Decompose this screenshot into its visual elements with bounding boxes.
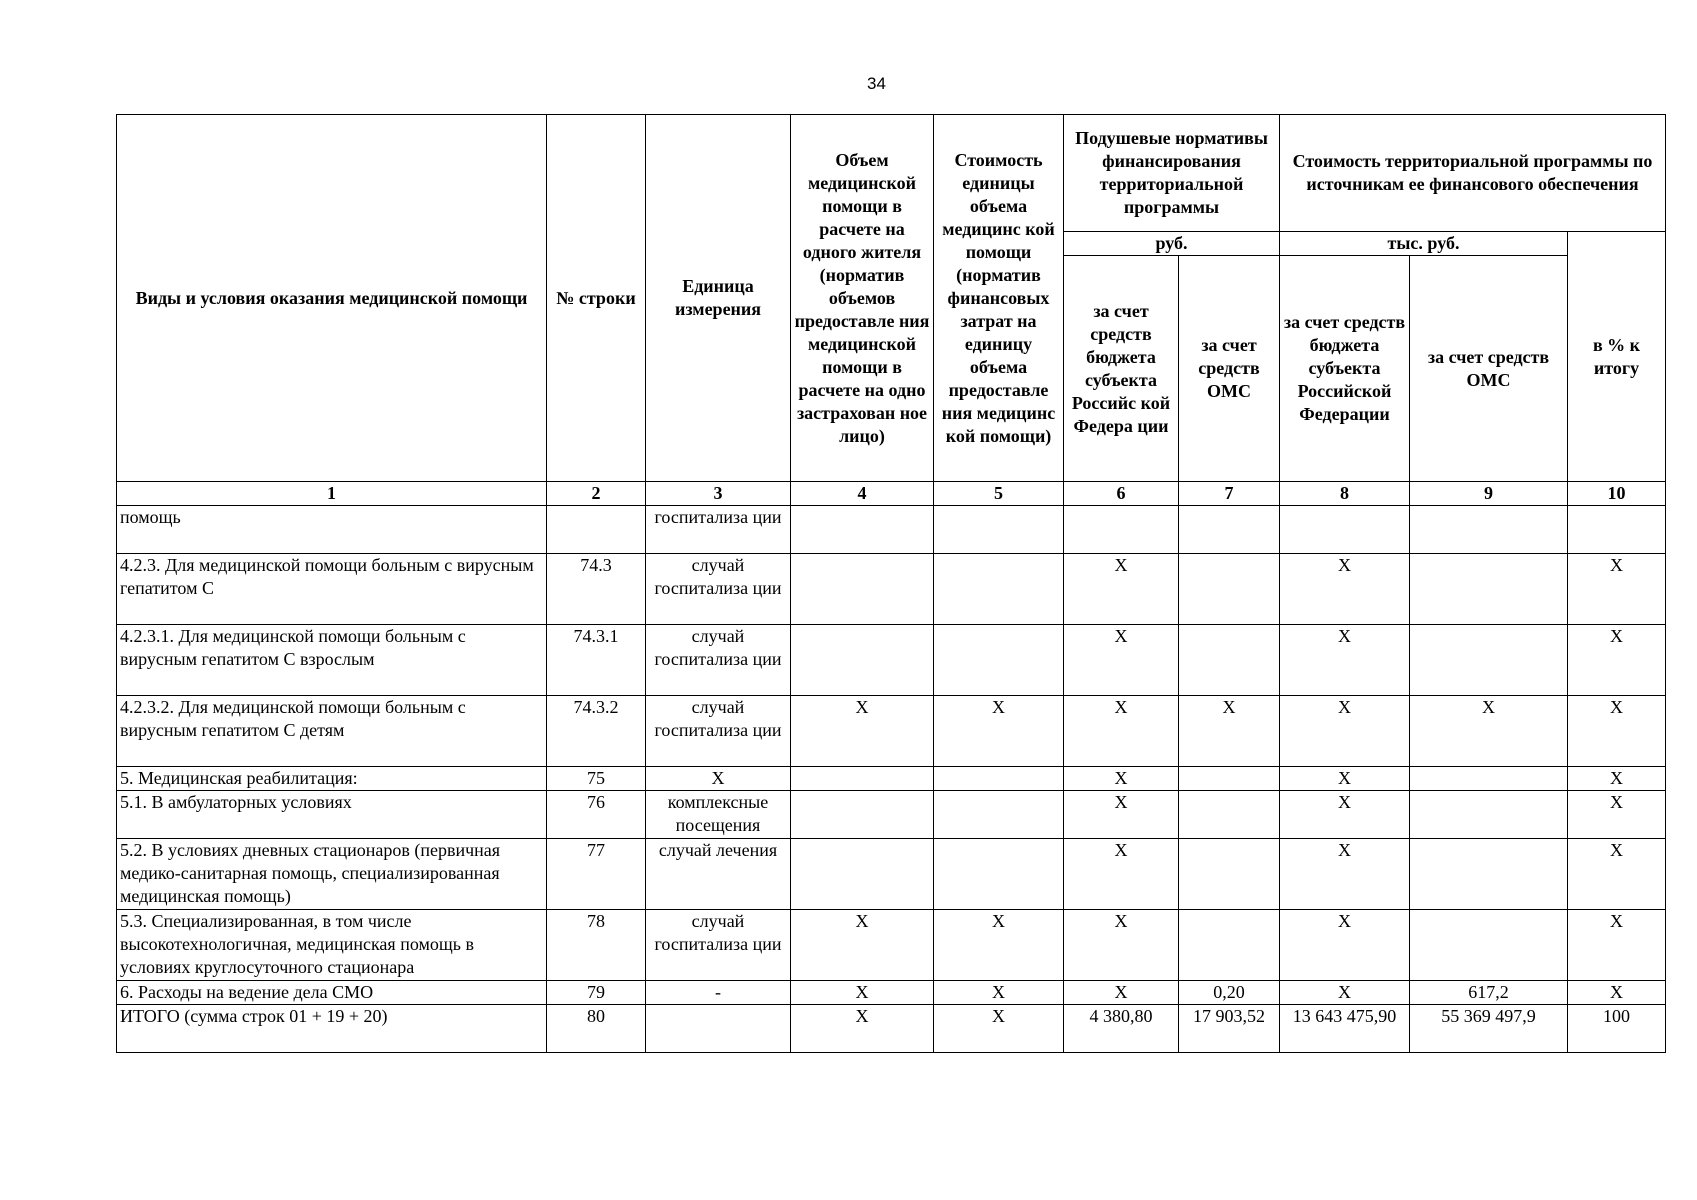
row-cost-budget: 13 643 475,90: [1280, 1005, 1410, 1053]
row-per-capita-oms: [1179, 910, 1280, 981]
table-row: [117, 625, 1666, 696]
row-line: 80: [547, 1005, 646, 1053]
row-line: 74.3: [547, 554, 646, 625]
row-cost-budget: X: [1280, 696, 1410, 767]
row-per-capita-oms: [1179, 791, 1280, 839]
table-row: [117, 981, 1666, 1005]
row-percent: X: [1568, 554, 1666, 625]
row-unit: случай госпитализа ции: [646, 554, 791, 625]
row-per-capita-budget: X: [1064, 910, 1179, 981]
header-volume: Объем медицинской помощи в расчете на одного жителя (норматив объемов предоставле ния медицинской помощи в расчете на одно застрахован ное лицо): [791, 115, 934, 482]
row-cost-budget: X: [1280, 554, 1410, 625]
row-unit-cost: [934, 506, 1064, 554]
row-volume: X: [791, 1005, 934, 1053]
row-volume: [791, 554, 934, 625]
row-volume: X: [791, 981, 934, 1005]
column-number: 10: [1568, 482, 1666, 506]
row-per-capita-budget: [1064, 506, 1179, 554]
row-name: 5.3. Специализированная, в том числе высокотехнологичная, медицинская помощь в условиях круглосуточного стационара: [117, 910, 547, 981]
header-per-capita-oms: за счет средств ОМС: [1179, 256, 1280, 482]
row-per-capita-budget: X: [1064, 625, 1179, 696]
row-unit: госпитализа ции: [646, 506, 791, 554]
row-percent: 100: [1568, 1005, 1666, 1053]
column-number: 7: [1179, 482, 1280, 506]
row-name: помощь: [117, 506, 547, 554]
header-line-number: № строки: [547, 115, 646, 482]
row-per-capita-oms: [1179, 506, 1280, 554]
row-unit-cost: X: [934, 981, 1064, 1005]
table-row: [117, 554, 1666, 625]
row-cost-budget: X: [1280, 791, 1410, 839]
column-number-row: [117, 482, 1666, 506]
table-header: [117, 115, 1666, 506]
row-volume: X: [791, 696, 934, 767]
row-cost-budget: X: [1280, 839, 1410, 910]
row-cost-budget: X: [1280, 767, 1410, 791]
row-unit-cost: X: [934, 696, 1064, 767]
row-percent: X: [1568, 910, 1666, 981]
column-number: 4: [791, 482, 934, 506]
row-per-capita-oms: X: [1179, 696, 1280, 767]
table-row-total: [117, 1005, 1666, 1053]
header-types-conditions: Виды и условия оказания медицинской помощи: [117, 115, 547, 482]
row-per-capita-budget: X: [1064, 554, 1179, 625]
header-per-capita-group: Подушевые нормативы финансирования территориальной программы: [1064, 115, 1280, 232]
row-cost-oms: [1410, 625, 1568, 696]
header-cost-budget: за счет средств бюджета субъекта Российской Федерации: [1280, 256, 1410, 482]
header-cost-oms: за счет средств ОМС: [1410, 256, 1568, 482]
row-percent: X: [1568, 791, 1666, 839]
row-cost-oms: [1410, 767, 1568, 791]
table-row: [117, 767, 1666, 791]
row-unit: случай лечения: [646, 839, 791, 910]
row-percent: X: [1568, 625, 1666, 696]
row-unit: случай госпитализа ции: [646, 910, 791, 981]
column-number: 8: [1280, 482, 1410, 506]
row-cost-oms: 617,2: [1410, 981, 1568, 1005]
table-row: [117, 839, 1666, 910]
column-number: 5: [934, 482, 1064, 506]
row-percent: [1568, 506, 1666, 554]
row-unit-cost: X: [934, 910, 1064, 981]
row-name: 5. Медицинская реабилитация:: [117, 767, 547, 791]
row-per-capita-budget: X: [1064, 981, 1179, 1005]
row-cost-oms: [1410, 839, 1568, 910]
row-line: [547, 506, 646, 554]
row-cost-budget: X: [1280, 910, 1410, 981]
row-unit: случай госпитализа ции: [646, 625, 791, 696]
row-line: 77: [547, 839, 646, 910]
column-number: 9: [1410, 482, 1568, 506]
table-row: [117, 696, 1666, 767]
row-percent: X: [1568, 839, 1666, 910]
column-number: 1: [117, 482, 547, 506]
row-unit: комплексные посещения: [646, 791, 791, 839]
row-volume: [791, 791, 934, 839]
row-unit-cost: [934, 554, 1064, 625]
row-per-capita-oms: [1179, 839, 1280, 910]
row-percent: X: [1568, 981, 1666, 1005]
table-body: [117, 506, 1666, 1053]
row-unit-cost: [934, 767, 1064, 791]
row-unit-cost: X: [934, 1005, 1064, 1053]
row-name: 4.2.3.2. Для медицинской помощи больным с вирусным гепатитом С детям: [117, 696, 547, 767]
row-name: 5.1. В амбулаторных условиях: [117, 791, 547, 839]
header-unit-rub: руб.: [1064, 232, 1280, 256]
row-volume: [791, 625, 934, 696]
header-unit-cost: Стоимость единицы объема медицинс кой помощи (норматив финансовых затрат на единицу объема предоставле ния медицинс кой помощи): [934, 115, 1064, 482]
row-name: 4.2.3.1. Для медицинской помощи больным с вирусным гепатитом С взрослым: [117, 625, 547, 696]
header-unit-thousand-rub: тыс. руб.: [1280, 232, 1568, 256]
row-line: 74.3.2: [547, 696, 646, 767]
row-unit: случай госпитализа ции: [646, 696, 791, 767]
page-number: 34: [867, 74, 886, 93]
header-program-cost-group: Стоимость территориальной программы по источникам ее финансового обеспечения: [1280, 115, 1666, 232]
territorial-program-table: [116, 114, 1666, 1053]
row-unit-cost: [934, 625, 1064, 696]
header-unit: Единица измерения: [646, 115, 791, 482]
row-line: 79: [547, 981, 646, 1005]
row-line: 74.3.1: [547, 625, 646, 696]
row-per-capita-budget: X: [1064, 839, 1179, 910]
row-name: 6. Расходы на ведение дела СМО: [117, 981, 547, 1005]
row-per-capita-budget: X: [1064, 696, 1179, 767]
column-number: 3: [646, 482, 791, 506]
row-line: 78: [547, 910, 646, 981]
row-cost-oms: [1410, 506, 1568, 554]
row-per-capita-oms: [1179, 554, 1280, 625]
row-percent: X: [1568, 767, 1666, 791]
row-cost-budget: X: [1280, 625, 1410, 696]
row-volume: [791, 839, 934, 910]
row-line: 75: [547, 767, 646, 791]
column-number: 6: [1064, 482, 1179, 506]
header-percent-of-total: в % к итогу: [1568, 232, 1666, 482]
row-percent: X: [1568, 696, 1666, 767]
row-unit-cost: [934, 839, 1064, 910]
row-cost-budget: X: [1280, 981, 1410, 1005]
row-name: ИТОГО (сумма строк 01 + 19 + 20): [117, 1005, 547, 1053]
row-per-capita-budget: 4 380,80: [1064, 1005, 1179, 1053]
row-cost-oms: [1410, 791, 1568, 839]
row-cost-oms: 55 369 497,9: [1410, 1005, 1568, 1053]
row-cost-budget: [1280, 506, 1410, 554]
row-volume: X: [791, 910, 934, 981]
row-per-capita-budget: X: [1064, 767, 1179, 791]
row-cost-oms: X: [1410, 696, 1568, 767]
row-unit-cost: [934, 791, 1064, 839]
row-unit: X: [646, 767, 791, 791]
row-per-capita-oms: [1179, 767, 1280, 791]
row-per-capita-budget: X: [1064, 791, 1179, 839]
row-per-capita-oms: [1179, 625, 1280, 696]
column-number: 2: [547, 482, 646, 506]
table-row: [117, 910, 1666, 981]
row-line: 76: [547, 791, 646, 839]
row-name: 4.2.3. Для медицинской помощи больным с вирусным гепатитом С: [117, 554, 547, 625]
row-unit: -: [646, 981, 791, 1005]
table-row: [117, 791, 1666, 839]
row-cost-oms: [1410, 554, 1568, 625]
row-volume: [791, 767, 934, 791]
row-volume: [791, 506, 934, 554]
row-unit: [646, 1005, 791, 1053]
row-per-capita-oms: 17 903,52: [1179, 1005, 1280, 1053]
header-per-capita-budget: за счет средств бюджета субъекта Российс кой Федера ции: [1064, 256, 1179, 482]
row-name: 5.2. В условиях дневных стационаров (первичная медико-санитарная помощь, специализированная медицинская помощь): [117, 839, 547, 910]
row-cost-oms: [1410, 910, 1568, 981]
table-row: [117, 506, 1666, 554]
row-per-capita-oms: 0,20: [1179, 981, 1280, 1005]
